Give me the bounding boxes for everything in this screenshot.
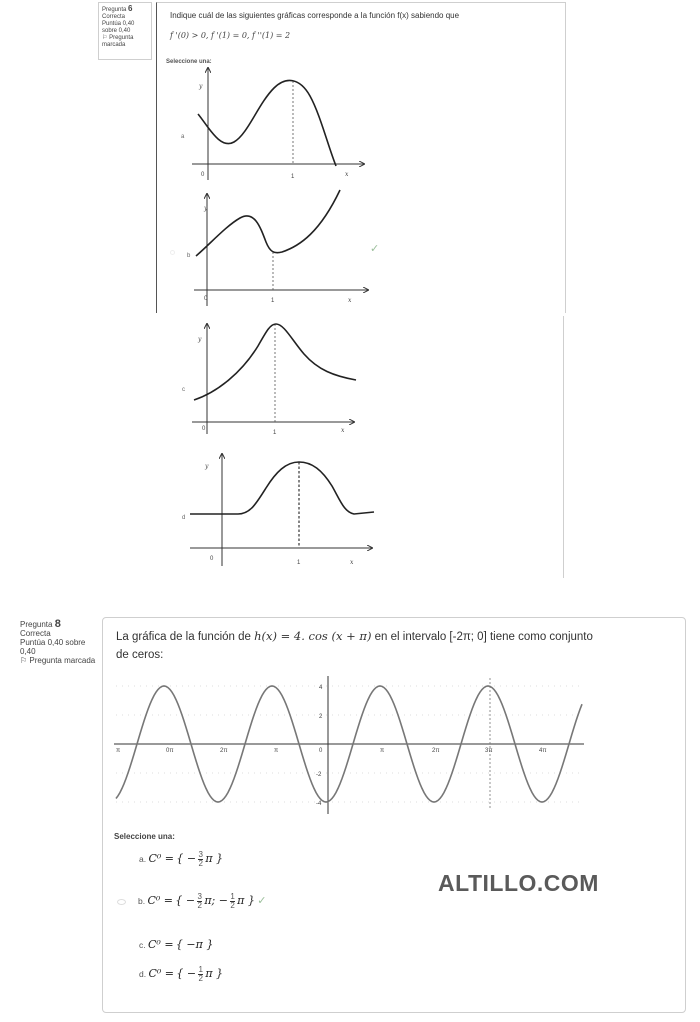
option-c-graph — [188, 316, 364, 438]
question-number: 6 — [128, 4, 133, 13]
function-formula: h(x) = 4. cos (x + π) — [254, 629, 372, 643]
option-d-graph — [186, 448, 378, 570]
svg-text:π: π — [116, 748, 121, 754]
question-score: Puntúa 0,40 sobre 0,40 — [20, 638, 86, 656]
x-label: x — [341, 427, 345, 434]
question-number: 8 — [54, 618, 61, 630]
radio-icon — [170, 250, 175, 255]
question-label: Pregunta — [20, 620, 53, 629]
svg-text:2π: 2π — [220, 748, 228, 754]
question-8-info — [20, 620, 98, 665]
y-label: y — [205, 463, 209, 470]
radio-icon — [120, 971, 127, 978]
one-label: 1 — [291, 174, 295, 180]
x-tick-labels — [116, 748, 546, 754]
question-label: Pregunta — [102, 7, 127, 13]
option-b[interactable]: b. C⁰ = { − $\frac{3}{2}$ π; − $\frac{1}{2}$ π } ✓ — [117, 893, 267, 910]
question-status: Correcta — [20, 629, 51, 638]
option-d-radio[interactable]: d — [182, 515, 186, 521]
flag-question-link[interactable]: ⚐ Pregunta marcada — [102, 35, 134, 48]
x-label: x — [348, 297, 352, 304]
origin-label: 0 — [201, 172, 205, 178]
flag-question-link[interactable]: ⚐ Pregunta marcada — [20, 656, 96, 665]
option-a-graph — [186, 66, 376, 184]
svg-text:-4: -4 — [316, 801, 322, 807]
origin-label: 0 — [204, 296, 208, 302]
svg-text:π: π — [274, 748, 279, 754]
correct-check-icon: ✓ — [370, 243, 380, 255]
y-label: y — [199, 83, 203, 90]
y-tick-labels — [316, 685, 323, 807]
question-6-content-border — [563, 316, 564, 578]
option-c[interactable]: c. C⁰ = { −π } — [120, 938, 213, 951]
flag-icon: ⚐ — [102, 35, 108, 41]
svg-text:0: 0 — [319, 748, 323, 754]
question-6-conditions: f '(0) > 0, f '(1) = 0, f ''(1) = 2 — [170, 31, 291, 40]
radio-icon — [120, 942, 127, 949]
correct-check-icon: ✓ — [257, 894, 267, 907]
flag-icon: ⚐ — [20, 656, 28, 665]
option-a-radio[interactable]: a — [181, 134, 185, 140]
function-curve — [196, 190, 340, 256]
watermark-logo: ALTILLO.COM — [438, 870, 599, 896]
svg-text:0π: 0π — [166, 748, 174, 754]
origin-label: 0 — [210, 556, 214, 562]
question-status: Correcta — [102, 14, 126, 20]
x-label: x — [345, 171, 349, 178]
option-c-radio[interactable]: c — [182, 387, 185, 393]
fraction: $\frac{3}{2}$ — [198, 850, 203, 868]
svg-text:π: π — [380, 748, 385, 754]
fraction: $\frac{3}{2}$ — [197, 892, 202, 910]
function-curve — [190, 462, 374, 514]
y-label: y — [198, 336, 202, 343]
y-label: y — [204, 205, 208, 212]
option-a[interactable]: a. C⁰ = { − $\frac{3}{2}$ π } — [120, 851, 223, 868]
radio-icon — [117, 899, 126, 905]
svg-text:4π: 4π — [539, 748, 547, 754]
question-6-prompt: Indique cuál de las siguientes gráficas corresponde a la función f(x) sabiendo que — [170, 11, 460, 20]
question-6-info — [98, 2, 152, 60]
svg-text:4: 4 — [319, 685, 323, 691]
one-label: 1 — [271, 298, 275, 304]
svg-text:2: 2 — [319, 714, 323, 720]
origin-label: 0 — [202, 426, 206, 432]
question-score: Puntúa 0,40 sobre 0,40 — [102, 21, 135, 34]
fraction: $\frac{1}{2}$ — [198, 965, 203, 983]
select-one-label: Seleccione una: — [114, 832, 175, 841]
svg-text:-2: -2 — [316, 772, 322, 778]
fraction: $\frac{1}{2}$ — [230, 892, 235, 910]
select-one-label: Seleccione una: — [166, 59, 212, 65]
one-label: 1 — [273, 430, 277, 436]
svg-text:3π: 3π — [485, 748, 493, 754]
option-b-radio[interactable]: b — [170, 244, 190, 262]
x-label: x — [350, 559, 354, 566]
option-d[interactable]: d. C⁰ = { − $\frac{1}{2}$ π } — [120, 966, 223, 983]
one-label: 1 — [297, 560, 301, 566]
cosine-graph — [110, 672, 588, 818]
option-b-graph — [190, 186, 380, 310]
function-curve — [198, 80, 336, 166]
radio-icon — [120, 856, 127, 863]
question-8-prompt: La gráfica de la función de h(x) = 4. cos (x + π) en el intervalo [-2π; 0] tiene como conjunto de ceros: — [116, 629, 593, 661]
svg-text:2π: 2π — [432, 748, 440, 754]
